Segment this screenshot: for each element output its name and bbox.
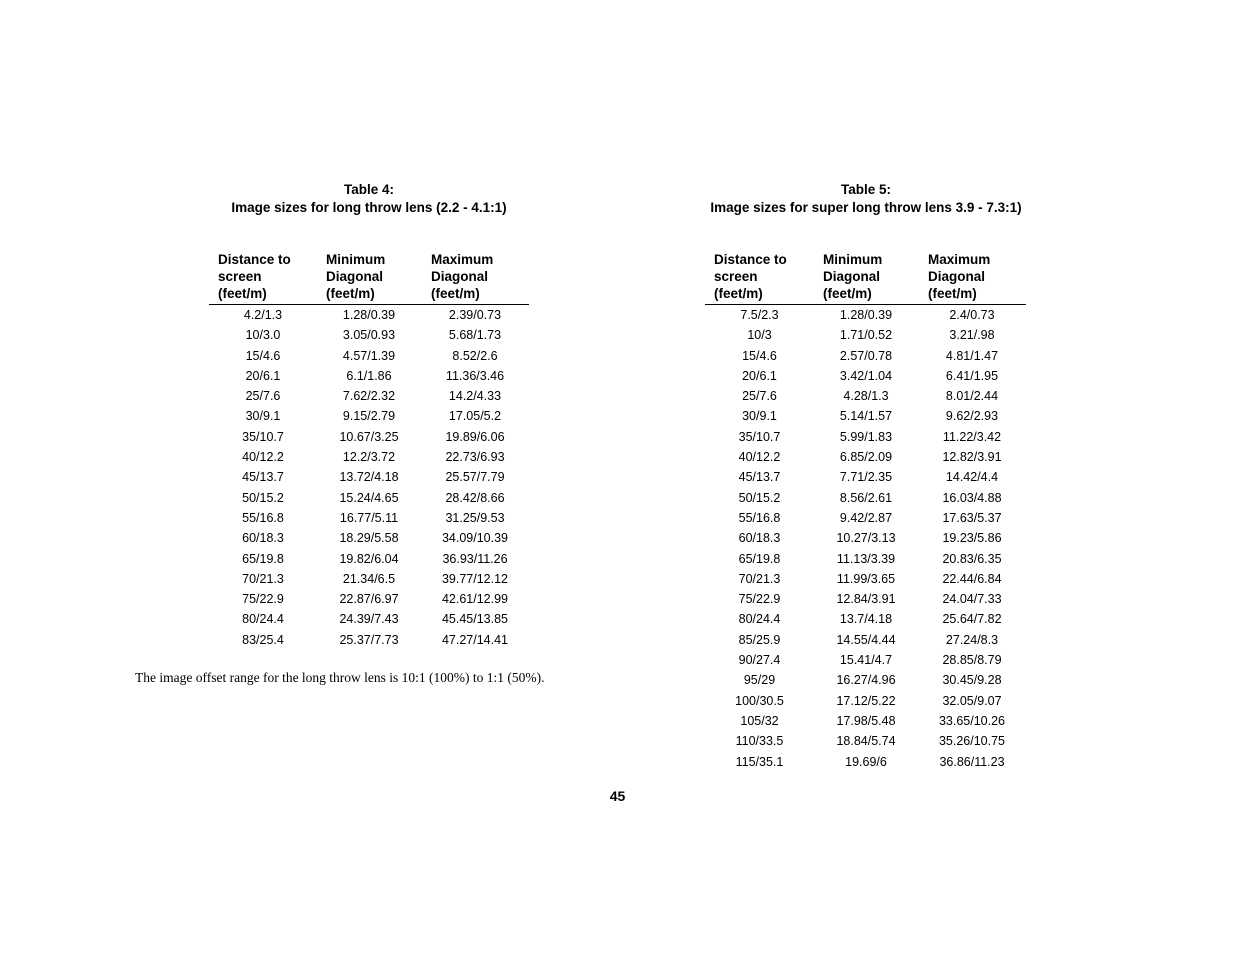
table-row	[705, 711, 1026, 731]
cell-min-diagonal: 17.12/5.22	[836, 693, 896, 708]
cell-max-diagonal: 31.25/9.53	[445, 510, 505, 525]
table-row	[209, 386, 529, 406]
cell-min-diagonal: 15.41/4.7	[839, 653, 893, 668]
table-5-caption-title: Image sizes for super long throw lens 3.9 - 7.3:1)	[710, 200, 1022, 215]
cell-distance: 20/6.1	[245, 368, 281, 383]
cell-max-diagonal: 35.26/10.75	[938, 734, 1006, 749]
cell-max-diagonal: 2.39/0.73	[448, 308, 502, 322]
cell-min-diagonal: 11.99/3.65	[836, 571, 896, 586]
cell-min-diagonal: 7.62/2.32	[342, 389, 396, 404]
cell-max-diagonal: 9.62/2.93	[945, 409, 999, 424]
column-header-min-diagonal: Minimum Diagonal (feet/m)	[814, 251, 918, 305]
cell-distance: 60/18.3	[738, 531, 781, 546]
cell-max-diagonal: 17.63/5.37	[942, 510, 1002, 525]
cell-distance: 83/25.4	[242, 632, 284, 647]
table-row	[705, 325, 1026, 345]
table-row	[705, 731, 1026, 751]
table-row	[705, 691, 1026, 711]
table-row	[705, 447, 1026, 467]
cell-max-diagonal: 45.45/13.85	[441, 612, 509, 627]
cell-min-diagonal: 18.84/5.74	[836, 734, 896, 749]
column-header-distance: Distance to screen (feet/m)	[705, 251, 814, 305]
cell-max-diagonal: 27.24/8.3	[945, 632, 999, 647]
table-row	[705, 670, 1026, 690]
cell-distance: 95/29	[743, 673, 776, 688]
cell-min-diagonal: 24.39/7.43	[339, 612, 399, 627]
cell-distance: 100/30.5	[735, 693, 784, 708]
cell-min-diagonal: 16.27/4.96	[836, 673, 896, 688]
cell-distance: 35/10.7	[738, 429, 781, 444]
table-row	[705, 650, 1026, 670]
table-row	[209, 609, 529, 629]
cell-max-diagonal: 16.03/4.88	[942, 490, 1002, 505]
cell-min-diagonal: 1.28/0.39	[839, 308, 893, 322]
table-4-caption-title: Image sizes for long throw lens (2.2 - 4.1:1)	[231, 200, 507, 215]
cell-distance: 80/24.4	[242, 612, 284, 627]
cell-distance: 40/12.2	[242, 450, 284, 465]
cell-min-diagonal: 13.7/4.18	[839, 612, 893, 627]
cell-max-diagonal: 30.45/9.28	[942, 673, 1002, 688]
cell-min-diagonal: 6.85/2.09	[839, 450, 893, 465]
table-5	[705, 251, 1026, 772]
cell-max-diagonal: 32.05/9.07	[942, 693, 1002, 708]
cell-min-diagonal: 8.56/2.61	[839, 490, 893, 505]
table-4-header-row	[209, 251, 529, 305]
table-row	[209, 325, 529, 345]
cell-distance: 90/27.4	[738, 653, 781, 668]
table-row	[705, 609, 1026, 629]
cell-distance: 50/15.2	[738, 490, 781, 505]
table-row	[209, 346, 529, 366]
table-row	[705, 752, 1026, 772]
cell-distance: 15/4.6	[245, 348, 281, 363]
table-row	[705, 427, 1026, 447]
table-row	[209, 630, 529, 650]
cell-min-diagonal: 5.99/1.83	[839, 429, 893, 444]
cell-min-diagonal: 12.84/3.91	[836, 592, 896, 607]
table-row	[705, 406, 1026, 426]
table-row	[209, 508, 529, 528]
cell-max-diagonal: 28.85/8.79	[942, 653, 1002, 668]
cell-min-diagonal: 6.1/1.86	[346, 368, 392, 383]
cell-min-diagonal: 4.57/1.39	[342, 348, 396, 363]
cell-distance: 30/9.1	[742, 409, 777, 424]
cell-max-diagonal: 24.04/7.33	[942, 592, 1002, 607]
cell-distance: 85/25.9	[738, 632, 781, 647]
cell-distance: 55/16.8	[738, 510, 781, 525]
cell-distance: 110/33.5	[735, 734, 784, 749]
column-header-max-diagonal: Maximum Diagonal (feet/m)	[421, 251, 529, 305]
cell-min-diagonal: 25.37/7.73	[339, 632, 399, 647]
cell-min-diagonal: 2.57/0.78	[839, 348, 893, 363]
page-number: 45	[609, 788, 626, 804]
cell-max-diagonal: 20.83/6.35	[942, 551, 1002, 566]
cell-min-diagonal: 18.29/5.58	[339, 531, 399, 546]
cell-distance: 75/22.9	[738, 592, 781, 607]
cell-min-diagonal: 11.13/3.39	[836, 551, 896, 566]
cell-min-diagonal: 1.71/0.52	[839, 328, 893, 343]
table-row	[705, 386, 1026, 406]
table-row	[209, 427, 529, 447]
cell-min-diagonal: 15.24/4.65	[339, 490, 399, 505]
table-row	[209, 549, 529, 569]
cell-distance: 75/22.9	[242, 592, 284, 607]
cell-max-diagonal: 17.05/5.2	[448, 409, 502, 424]
cell-distance: 70/21.3	[738, 571, 781, 586]
table-row	[705, 528, 1026, 548]
cell-min-diagonal: 5.14/1.57	[839, 409, 893, 424]
table-row	[705, 366, 1026, 386]
cell-max-diagonal: 25.64/7.82	[942, 612, 1002, 627]
cell-max-diagonal: 34.09/10.39	[441, 531, 509, 546]
cell-distance: 4.2/1.3	[243, 308, 283, 322]
cell-distance: 40/12.2	[738, 450, 781, 465]
table-row	[705, 549, 1026, 569]
table-5-header-row	[705, 251, 1026, 305]
cell-distance: 25/7.6	[245, 389, 281, 404]
cell-distance: 70/21.3	[242, 571, 284, 586]
cell-min-diagonal: 13.72/4.18	[339, 470, 399, 485]
table-row	[705, 488, 1026, 508]
cell-max-diagonal: 3.21/.98	[949, 328, 995, 343]
cell-min-diagonal: 12.2/3.72	[342, 450, 396, 465]
table-row	[705, 467, 1026, 487]
cell-min-diagonal: 17.98/5.48	[836, 713, 896, 728]
table-5-caption-number: Table 5:	[840, 182, 891, 197]
table-5-body	[705, 305, 1026, 772]
cell-max-diagonal: 8.52/2.6	[452, 348, 498, 363]
cell-min-diagonal: 9.42/2.87	[839, 510, 893, 525]
cell-distance: 105/32	[740, 713, 779, 728]
table-4-caption	[210, 181, 528, 217]
column-header-max-diagonal: Maximum Diagonal (feet/m)	[918, 251, 1026, 305]
cell-min-diagonal: 21.34/6.5	[342, 571, 396, 586]
table-row	[705, 630, 1026, 650]
table-row	[705, 508, 1026, 528]
cell-max-diagonal: 22.44/6.84	[942, 571, 1002, 586]
cell-min-diagonal: 16.77/5.11	[339, 510, 399, 525]
cell-max-diagonal: 14.2/4.33	[448, 389, 502, 404]
cell-max-diagonal: 19.23/5.86	[942, 531, 1002, 546]
cell-distance: 115/35.1	[735, 754, 784, 769]
table-row	[209, 589, 529, 609]
table-row	[209, 569, 529, 589]
cell-distance: 45/13.7	[738, 470, 781, 485]
cell-distance: 25/7.6	[742, 389, 777, 404]
cell-max-diagonal: 42.61/12.99	[441, 592, 509, 607]
cell-min-diagonal: 3.05/0.93	[342, 328, 396, 343]
table-row	[209, 305, 529, 326]
table-row	[209, 528, 529, 548]
table-4-body	[209, 305, 529, 651]
cell-max-diagonal: 36.86/11.23	[939, 754, 1005, 769]
cell-max-diagonal: 11.36/3.46	[445, 368, 505, 383]
column-header-min-diagonal: Minimum Diagonal (feet/m)	[317, 251, 421, 305]
table-row	[209, 488, 529, 508]
cell-max-diagonal: 5.68/1.73	[448, 328, 502, 343]
cell-min-diagonal: 10.27/3.13	[836, 531, 896, 546]
cell-distance: 65/19.8	[738, 551, 781, 566]
cell-distance: 30/9.1	[245, 409, 281, 424]
cell-max-diagonal: 39.77/12.12	[441, 571, 509, 586]
cell-max-diagonal: 12.82/3.91	[942, 450, 1002, 465]
cell-distance: 10/3.0	[245, 328, 281, 343]
table-row	[705, 589, 1026, 609]
cell-distance: 45/13.7	[242, 470, 284, 485]
cell-min-diagonal: 7.71/2.35	[839, 470, 893, 485]
cell-max-diagonal: 19.89/6.06	[445, 429, 505, 444]
offset-range-note: The image offset range for the long throw lens is 10:1 (100%) to 1:1 (50%).	[135, 670, 545, 685]
cell-max-diagonal: 4.81/1.47	[945, 348, 999, 363]
cell-distance: 35/10.7	[242, 429, 284, 444]
cell-distance: 80/24.4	[738, 612, 781, 627]
cell-min-diagonal: 1.28/0.39	[342, 308, 396, 322]
table-row	[209, 366, 529, 386]
cell-min-diagonal: 19.82/6.04	[339, 551, 399, 566]
column-header-distance: Distance to screen (feet/m)	[209, 251, 317, 305]
cell-min-diagonal: 19.69/6	[845, 754, 887, 769]
cell-max-diagonal: 47.27/14.41	[441, 632, 509, 647]
cell-max-diagonal: 33.65/10.26	[938, 713, 1006, 728]
table-4-caption-number: Table 4:	[343, 182, 394, 197]
cell-max-diagonal: 2.4/0.73	[949, 308, 995, 322]
cell-min-diagonal: 3.42/1.04	[839, 368, 893, 383]
table-row	[209, 406, 529, 426]
table-4	[209, 251, 529, 650]
table-row	[705, 346, 1026, 366]
cell-max-diagonal: 14.42/4.4	[945, 470, 999, 485]
cell-min-diagonal: 14.55/4.44	[836, 632, 896, 647]
cell-max-diagonal: 8.01/2.44	[945, 389, 999, 404]
table-row	[705, 569, 1026, 589]
cell-distance: 65/19.8	[242, 551, 284, 566]
cell-min-diagonal: 10.67/3.25	[339, 429, 399, 444]
cell-min-diagonal: 22.87/6.97	[339, 592, 399, 607]
cell-distance: 50/15.2	[242, 490, 284, 505]
table-row	[209, 447, 529, 467]
table-row	[209, 467, 529, 487]
cell-max-diagonal: 6.41/1.95	[945, 368, 999, 383]
cell-distance: 7.5/2.3	[740, 308, 779, 322]
cell-min-diagonal: 4.28/1.3	[843, 389, 889, 404]
cell-distance: 55/16.8	[242, 510, 284, 525]
cell-max-diagonal: 25.57/7.79	[445, 470, 505, 485]
cell-distance: 15/4.6	[742, 348, 777, 363]
cell-max-diagonal: 36.93/11.26	[442, 551, 508, 566]
cell-distance: 20/6.1	[742, 368, 777, 383]
cell-distance: 10/3	[747, 328, 772, 343]
cell-max-diagonal: 11.22/3.42	[942, 429, 1002, 444]
cell-distance: 60/18.3	[242, 531, 284, 546]
cell-min-diagonal: 9.15/2.79	[342, 409, 396, 424]
cell-max-diagonal: 28.42/8.66	[445, 490, 505, 505]
table-5-caption	[697, 181, 1035, 217]
table-row	[705, 305, 1026, 326]
cell-max-diagonal: 22.73/6.93	[445, 450, 505, 465]
